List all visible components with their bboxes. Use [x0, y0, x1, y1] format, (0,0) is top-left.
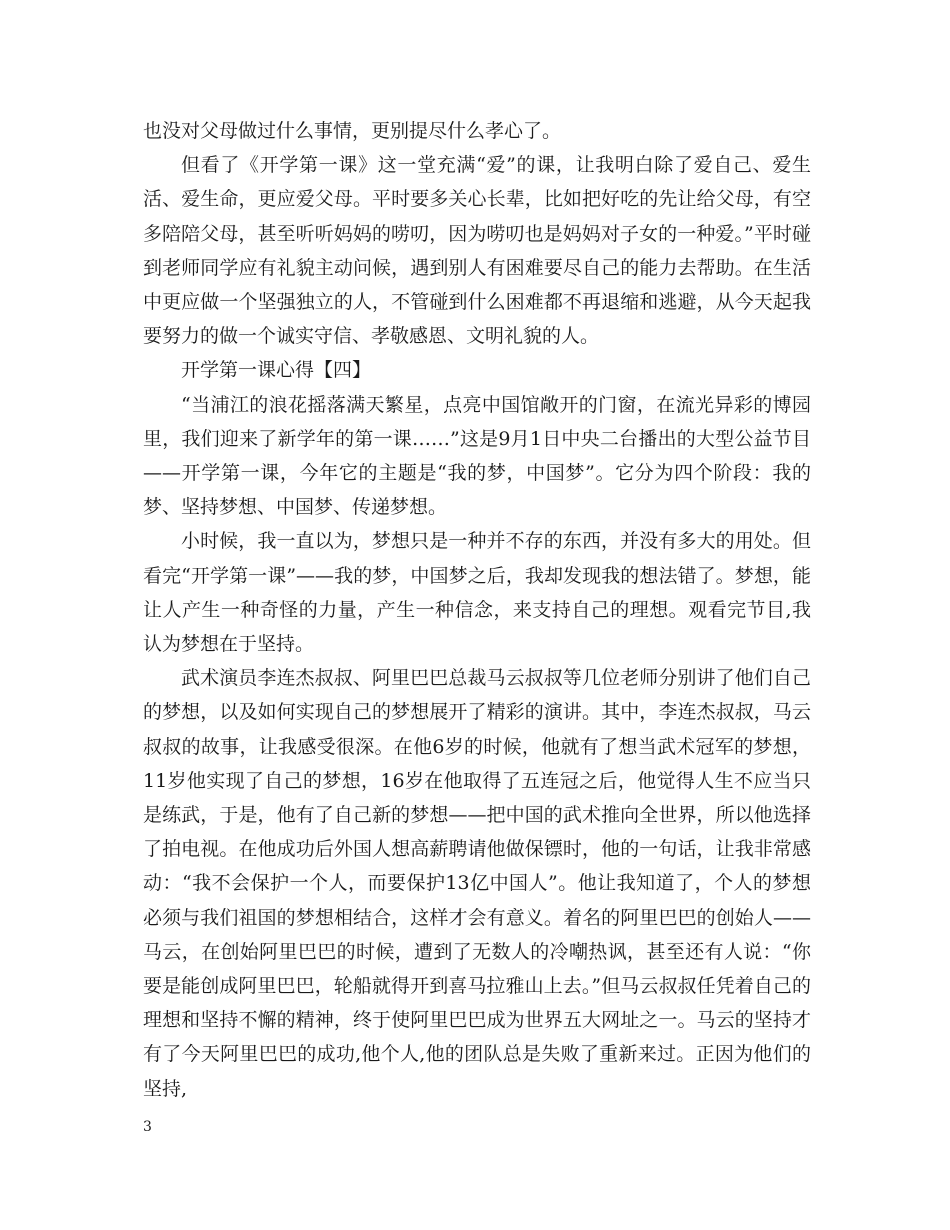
paragraph-1: 也没对父母做过什么事情，更别提尽什么孝心了。	[143, 120, 562, 142]
page-number: 3	[143, 1119, 152, 1135]
paragraph-2: 但看了《开学第一课》这一堂充满“爱”的课，让我明白除了爱自己、爱生活、爱生命，更应爱父母。平时要多关心长辈，比如把好吃的先让给父母，有空多陪陪父母，甚至听听妈妈的唠叨，因为唠叨也是妈妈对子女的一种爱。”平时碰到老师同学应有礼貌主动问候，遇到别人有困难要尽自己的能力去帮助。在生活中更应做一个坚强独立的人，不管碰到什么困难都不再退缩和逃避，从今天起我要努力的做一个诚实守信、孝敬感恩、文明礼貌的人。	[143, 154, 811, 348]
paragraph-3: “当浦江的浪花摇落满天繁星，点亮中国馆敞开的门窗，在流光异彩的博园里，我们迎来了新学年的第一课……”这是9月1日中央二台播出的大型公益节目——开学第一课，今年它的主题是“我的梦，中国梦”。它分为四个阶段：我的梦、坚持梦想、中国梦、传递梦想。	[143, 393, 811, 519]
section-heading: 开学第一课心得【四】	[181, 359, 372, 382]
document-body	[143, 114, 811, 1106]
paragraph-4: 小时候，我一直以为，梦想只是一种并不存的东西，并没有多大的用处。但看完“开学第一课”——我的梦，中国梦之后，我却发现我的想法错了。梦想，能让人产生一种奇怪的力量，产生一种信念，来支持自己的理想。观看完节目,我认为梦想在于坚持。	[143, 530, 811, 656]
paragraph-5: 武术演员李连杰叔叔、阿里巴巴总裁马云叔叔等几位老师分别讲了他们自己的梦想，以及如何实现自己的梦想展开了精彩的演讲。其中，李连杰叔叔，马云叔叔的故事，让我感受很深。在他6岁的时候，他就有了想当武术冠军的梦想，11岁他实现了自己的梦想，16岁在他取得了五连冠之后，他觉得人生不应当只是练武，于是，他有了自己新的梦想——把中国的武术推向全世界，所以他选择了拍电视。在他成功后外国人想高薪聘请他做保镖时，他的一句话，让我非常感动：“我不会保护一个人，而要保护13亿中国人”。他让我知道了，个人的梦想必须与我们祖国的梦想相结合，这样才会有意义。着名的阿里巴巴的创始人——马云，在创始阿里巴巴的时候，遭到了无数人的冷嘲热讽，甚至还有人说：“你要是能创成阿里巴巴，轮船就得开到喜马拉雅山上去。”但马云叔叔任凭着自己的理想和坚持不懈的精神，终于使阿里巴巴成为世界五大网址之一。马云的坚持才有了今天阿里巴巴的成功,他个人,他的团队总是失败了重新来过。正因为他们的坚持,	[143, 667, 811, 1100]
